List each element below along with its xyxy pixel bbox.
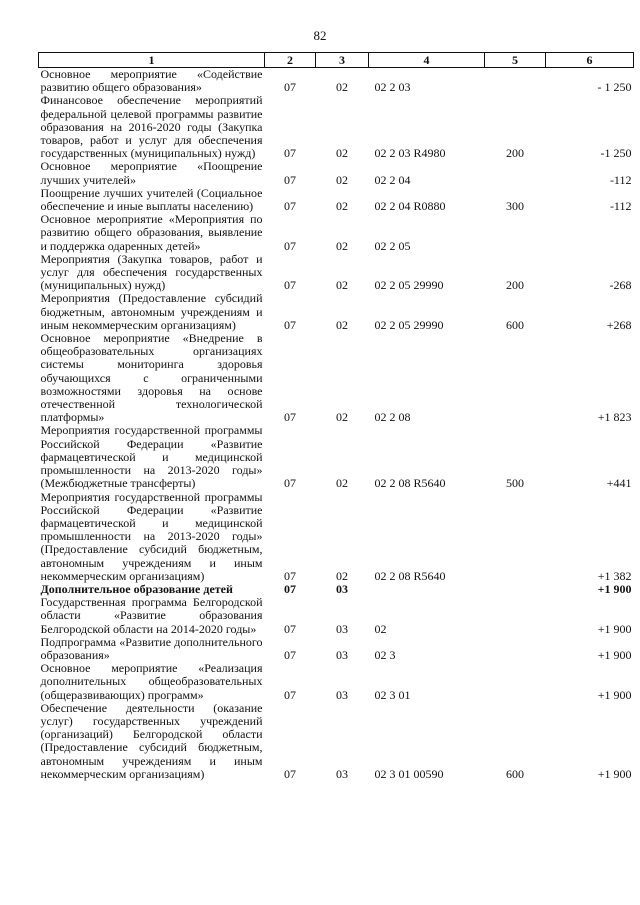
row-amount: -112 — [609, 172, 632, 187]
row-section-code: 07 — [284, 317, 296, 332]
table-row — [39, 292, 634, 332]
row-amount: +1 900 — [597, 581, 632, 596]
row-description: Государственная программа Белгородской области «Развитие образования Белгородской области на 2014-2020 годы» — [40, 595, 263, 636]
budget-table — [38, 52, 634, 781]
table-row — [39, 68, 634, 95]
row-section-code: 07 — [284, 568, 296, 583]
row-description: Мероприятия (Закупка товаров, работ и услуг для обеспечения государственных (муниципальных) нужд) — [40, 251, 263, 293]
row-amount: +268 — [606, 317, 632, 332]
row-amount: +1 900 — [597, 647, 632, 662]
table-row — [39, 596, 634, 636]
row-subsection-code: 02 — [336, 199, 348, 214]
row-target-article-code: 02 2 08 R5640 — [374, 568, 446, 583]
table-row — [39, 702, 634, 781]
column-header-3: 3 — [316, 53, 369, 68]
row-target-article-code: 02 3 01 — [374, 687, 411, 702]
row-expense-type-code — [485, 583, 546, 596]
row-expense-type-code: 600 — [506, 766, 524, 781]
row-section-code: 07 — [284, 172, 296, 187]
row-amount: -1 250 — [600, 146, 632, 161]
row-expense-type-code — [485, 213, 546, 253]
row-amount: +1 900 — [597, 687, 632, 702]
row-expense-type-code — [485, 160, 546, 186]
row-description: Основное мероприятие «Поощрение лучших учителей» — [40, 159, 263, 187]
row-expense-type-code — [485, 491, 546, 583]
row-description: Основное мероприятие «Содействие развитию общего образования» — [40, 67, 263, 95]
row-target-article-code: 02 2 05 29990 — [374, 317, 444, 332]
row-amount: -268 — [609, 278, 632, 293]
row-amount: +1 900 — [597, 766, 632, 781]
row-target-article-code: 02 3 01 00590 — [374, 766, 444, 781]
column-header-6: 6 — [546, 53, 634, 68]
table-row — [39, 160, 634, 186]
row-section-code: 07 — [284, 621, 296, 636]
table-row — [39, 94, 634, 160]
row-description: Мероприятия государственной программы Российской Федерации «Развитие фармацевтической и медицинской промышленности на 2013-2020 годы» (Межбюджетные трансферты) — [40, 423, 263, 491]
row-subsection-code: 02 — [336, 317, 348, 332]
table-row — [39, 662, 634, 702]
row-section-code: 07 — [284, 687, 296, 702]
row-expense-type-code: 500 — [506, 476, 524, 491]
row-description: Обеспечение деятельности (оказание услуг) государственных учреждений (организаций) Белгородской области (Предоставление субсидий бюджетным, автономным учреждениям и иным некоммерческим организациям) — [40, 700, 263, 781]
row-expense-type-code: 200 — [506, 278, 524, 293]
row-description: Поощрение лучших учителей (Социальное обеспечение и иные выплаты населению) — [40, 185, 263, 214]
row-subsection-code: 02 — [336, 410, 348, 425]
row-subsection-code: 02 — [336, 238, 348, 253]
row-target-article-code: 02 2 08 R5640 — [374, 476, 446, 491]
row-description: Подпрограмма «Развитие дополнительного образования» — [40, 634, 263, 662]
row-subsection-code: 02 — [336, 146, 348, 161]
row-amount: +1 900 — [597, 621, 632, 636]
row-amount: - 1 250 — [597, 80, 632, 95]
row-subsection-code: 03 — [336, 621, 348, 636]
table-row — [39, 636, 634, 662]
row-section-code: 07 — [284, 766, 296, 781]
row-subsection-code: 03 — [336, 687, 348, 702]
row-amount: +1 382 — [597, 568, 632, 583]
table-header-row — [39, 53, 634, 68]
table-row — [39, 332, 634, 424]
table-row — [39, 491, 634, 583]
table-row — [39, 253, 634, 293]
row-section-code: 07 — [284, 410, 296, 425]
row-subsection-code: 03 — [336, 581, 348, 596]
row-amount: +441 — [606, 476, 632, 491]
row-description: Основное мероприятие «Мероприятия по развитию общего образования, выявление и поддержка одаренных детей» — [40, 212, 263, 253]
row-subsection-code: 02 — [336, 172, 348, 187]
row-section-code: 07 — [284, 278, 296, 293]
row-target-article-code: 02 2 03 R4980 — [374, 146, 446, 161]
table-row — [39, 187, 634, 213]
row-amount: +1 823 — [597, 410, 632, 425]
column-header-4: 4 — [369, 53, 485, 68]
row-section-code: 07 — [284, 199, 296, 214]
column-header-2: 2 — [265, 53, 316, 68]
row-section-code: 07 — [284, 476, 296, 491]
row-target-article-code: 02 2 05 29990 — [374, 278, 444, 293]
row-description: Мероприятия (Предоставление субсидий бюджетным, автономным учреждениям и иным некоммерческим организациям) — [40, 291, 263, 332]
row-expense-type-code — [485, 596, 546, 636]
row-description: Основное мероприятие «Внедрение в общеобразовательных организациях системы мониторинга здоровья обучающихся с ограниченными возможностями здоровья на основе отечественной технологической платформы» — [40, 331, 263, 425]
row-subsection-code: 03 — [336, 766, 348, 781]
row-description: Основное мероприятие «Реализация дополнительных общеобразовательных (общеразвивающих) программ» — [40, 661, 263, 702]
row-target-article-code: 02 2 05 — [374, 238, 411, 253]
row-expense-type-code: 200 — [506, 146, 524, 161]
row-target-article-code: 02 2 04 — [374, 172, 411, 187]
row-expense-type-code — [485, 332, 546, 424]
row-description: Мероприятия государственной программы Российской Федерации «Развитие фармацевтической и медицинской промышленности на 2013-2020 годы» (Предоставление субсидий бюджетным, автономным учреждениям и иным некоммерческим организациям) — [40, 489, 263, 583]
row-section-code: 07 — [284, 80, 296, 95]
row-subsection-code: 03 — [336, 647, 348, 662]
table-body — [39, 68, 634, 781]
row-target-article-code: 02 3 — [374, 647, 396, 662]
row-expense-type-code: 600 — [506, 317, 524, 332]
row-subsection-code: 02 — [336, 568, 348, 583]
column-header-1: 1 — [39, 53, 265, 68]
row-section-code: 07 — [284, 581, 296, 596]
row-target-article-code: 02 2 08 — [374, 410, 411, 425]
table-row — [39, 424, 634, 490]
row-amount: -112 — [609, 199, 632, 214]
row-subsection-code: 02 — [336, 476, 348, 491]
column-header-5: 5 — [485, 53, 546, 68]
row-description: Дополнительное образование детей — [40, 581, 233, 596]
row-target-article-code — [369, 583, 485, 596]
row-expense-type-code — [485, 662, 546, 702]
table-row — [39, 213, 634, 253]
row-amount — [546, 213, 634, 253]
row-expense-type-code: 300 — [506, 199, 524, 214]
row-section-code: 07 — [284, 146, 296, 161]
row-section-code: 07 — [284, 238, 296, 253]
row-target-article-code: 02 2 04 R0880 — [374, 199, 446, 214]
page-number: 82 — [313, 28, 327, 43]
row-section-code: 07 — [284, 647, 296, 662]
row-target-article-code: 02 2 03 — [374, 80, 411, 95]
row-expense-type-code — [485, 636, 546, 662]
row-subsection-code: 02 — [336, 80, 348, 95]
row-expense-type-code — [485, 68, 546, 95]
row-description: Финансовое обеспечение мероприятий федеральной целевой программы развитие образования на 2016-2020 годы (Закупка товаров, работ и услуг для обеспечения государственных (муниципальных) нужд) — [40, 93, 263, 161]
row-target-article-code: 02 — [374, 621, 387, 636]
row-subsection-code: 02 — [336, 278, 348, 293]
